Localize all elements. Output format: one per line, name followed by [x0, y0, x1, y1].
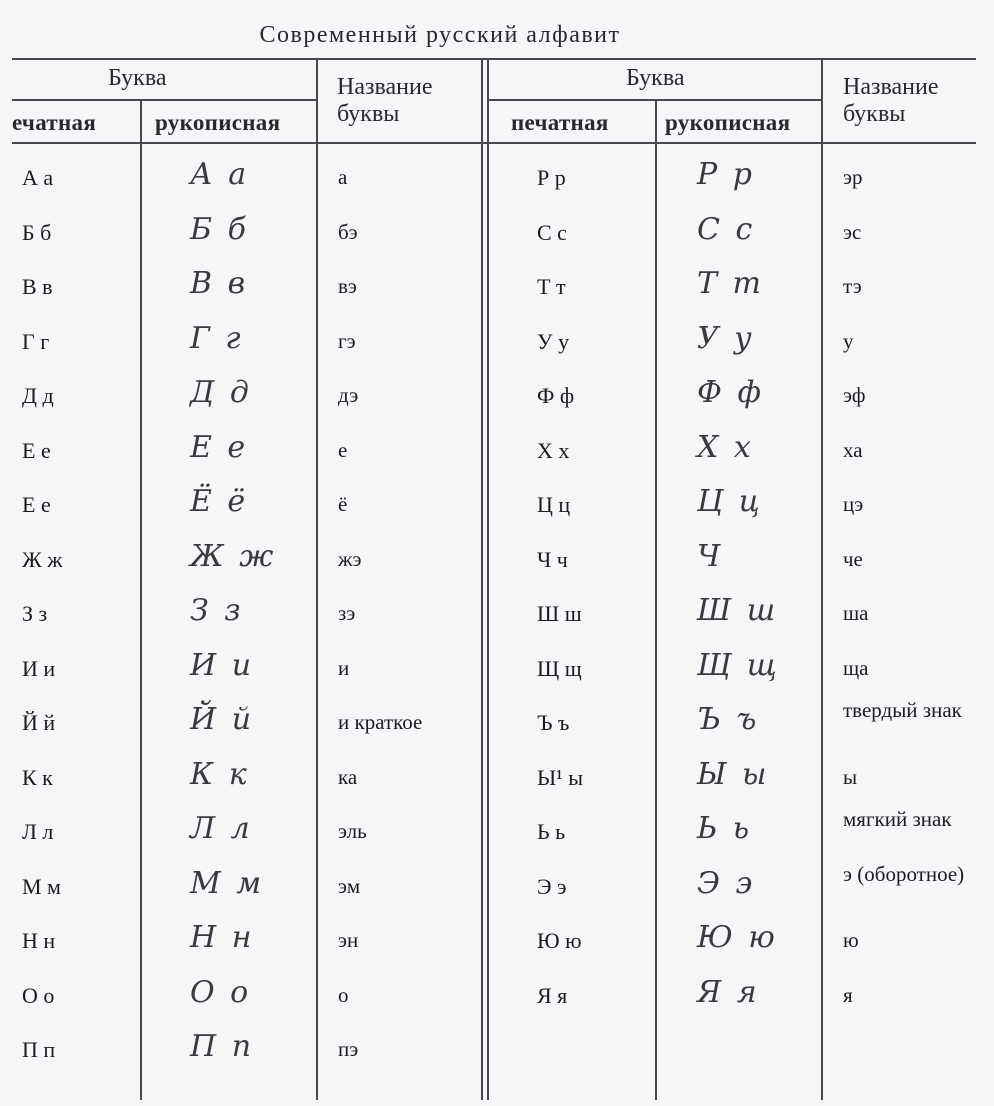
- header-handwritten-right: рукописная: [665, 110, 791, 135]
- printed-letter-right: Я я: [537, 982, 568, 1008]
- handwritten-letter-left: Й й: [190, 702, 255, 737]
- handwritten-letter-left: Л л: [190, 811, 253, 846]
- printed-letter-left: З з: [22, 601, 48, 626]
- letter-name-left: эм: [338, 873, 361, 898]
- letter-name-left: е: [338, 437, 348, 462]
- handwritten-letter-right: Ъ ъ: [697, 702, 760, 737]
- handwritten-letter-right: Ч: [697, 538, 724, 574]
- handwritten-letter-right: Х х: [697, 429, 754, 465]
- letter-name-left: дэ: [338, 383, 359, 407]
- header-name-left-1: Название: [337, 74, 433, 100]
- letter-name-right: ы: [843, 764, 858, 789]
- printed-letter-left: О о: [22, 982, 55, 1008]
- handwritten-letter-left: З з: [190, 593, 244, 628]
- printed-letter-left: Б б: [22, 219, 52, 245]
- letter-name-right: ша: [843, 601, 869, 625]
- printed-letter-right: Ю ю: [537, 928, 582, 953]
- col-rule-3a: [481, 58, 483, 1100]
- printed-letter-left: К к: [22, 764, 53, 790]
- letter-name-right: я: [843, 982, 853, 1007]
- handwritten-letter-right: У у: [697, 320, 755, 356]
- handwritten-letter-right: Ы ы: [697, 756, 770, 792]
- handwritten-letter-left: Ё ё: [190, 484, 249, 519]
- letter-name-right: эр: [843, 165, 863, 189]
- letter-name-left: жэ: [338, 546, 362, 571]
- handwritten-letter-right: Ф ф: [697, 375, 764, 410]
- header-letter-left: Буква: [108, 65, 167, 91]
- letter-name-right: ха: [843, 437, 863, 462]
- printed-letter-left: М м: [22, 873, 61, 899]
- handwritten-letter-left: В в: [190, 266, 249, 301]
- col-rule-2: [316, 58, 318, 1100]
- printed-letter-left: Д д: [22, 383, 54, 408]
- letter-name-left: бэ: [338, 219, 358, 244]
- handwritten-letter-right: Ю ю: [697, 920, 778, 955]
- letter-name-left: и краткое: [338, 710, 423, 734]
- letter-name-right: цэ: [843, 492, 864, 516]
- printed-letter-left: Л л: [22, 819, 54, 844]
- header-handwritten-left: рукописная: [155, 110, 281, 135]
- letter-name-right: че: [843, 546, 863, 571]
- handwritten-letter-left: Н н: [190, 920, 255, 955]
- handwritten-letter-left: Б б: [190, 211, 249, 247]
- letter-name-right: твердый знак: [843, 698, 962, 722]
- printed-letter-right: С с: [537, 219, 567, 245]
- printed-letter-left: Н н: [22, 928, 56, 953]
- letter-name-right: эф: [843, 383, 866, 407]
- printed-letter-right: Ф ф: [537, 383, 575, 408]
- handwritten-letter-left: К к: [190, 756, 250, 792]
- handwritten-letter-left: Е е: [190, 429, 249, 465]
- handwritten-letter-right: Щ щ: [697, 647, 780, 683]
- letter-name-left: пэ: [338, 1037, 359, 1061]
- handwritten-letter-right: Ц ц: [697, 484, 763, 519]
- header-top-rule: [12, 58, 976, 60]
- header-name-right-2: буквы: [843, 101, 906, 127]
- handwritten-letter-right: Ь ь: [697, 811, 753, 846]
- handwritten-letter-left: Д д: [190, 375, 252, 410]
- col-rule-4: [655, 100, 657, 1100]
- handwritten-letter-left: М м: [190, 865, 265, 901]
- letter-name-right: э (оборотное): [843, 861, 965, 886]
- printed-letter-right: Ц ц: [537, 492, 571, 517]
- header-mid-rule-left: [12, 99, 316, 101]
- letter-name-left: а: [338, 165, 348, 189]
- letter-name-left: ё: [338, 492, 348, 516]
- printed-letter-right: Х х: [537, 437, 570, 463]
- printed-letter-left: Г г: [22, 328, 50, 354]
- handwritten-letter-right: Р р: [697, 157, 755, 192]
- printed-letter-left: В в: [22, 274, 53, 299]
- col-rule-5: [821, 58, 823, 1100]
- header-name-left-2: буквы: [337, 101, 400, 127]
- printed-letter-left: Е е: [22, 492, 51, 517]
- letter-name-right: ю: [843, 928, 859, 952]
- letter-name-left: вэ: [338, 274, 357, 298]
- handwritten-letter-right: С с: [697, 211, 756, 247]
- letter-name-left: эль: [338, 819, 367, 843]
- handwritten-letter-left: О о: [190, 974, 252, 1010]
- printed-letter-right: Ш ш: [537, 601, 582, 626]
- printed-letter-right: У у: [537, 328, 570, 354]
- letter-name-right: мягкий знак: [843, 807, 952, 831]
- col-rule-1: [140, 100, 142, 1100]
- handwritten-letter-left: А а: [190, 157, 250, 192]
- letter-name-right: ща: [843, 655, 869, 680]
- printed-letter-right: Т т: [537, 274, 566, 299]
- header-printed-left: ечатная: [12, 110, 97, 135]
- printed-letter-right: Ч ч: [537, 546, 568, 572]
- printed-letter-right: Ы¹ ы: [537, 764, 584, 790]
- page-title: Современный русский алфавит: [259, 22, 621, 48]
- letter-name-right: эс: [843, 219, 862, 244]
- handwritten-letter-right: Э э: [697, 865, 756, 901]
- header-printed-right: печатная: [511, 110, 609, 135]
- handwritten-letter-right: Я я: [697, 974, 760, 1010]
- letter-name-left: о: [338, 982, 349, 1007]
- letter-name-left: эн: [338, 928, 359, 952]
- header-letter-right: Буква: [626, 65, 685, 91]
- handwritten-letter-right: Ш ш: [697, 593, 779, 628]
- printed-letter-right: Ъ ъ: [537, 710, 570, 735]
- handwritten-letter-left: П п: [190, 1029, 255, 1064]
- printed-letter-right: Щ щ: [537, 655, 582, 681]
- printed-letter-right: Ь ь: [537, 819, 566, 844]
- handwritten-letter-left: И и: [190, 647, 255, 683]
- letter-name-left: и: [338, 655, 350, 680]
- handwritten-letter-right: Т т: [697, 266, 764, 301]
- printed-letter-left: П п: [22, 1037, 56, 1062]
- header-bottom-rule: [12, 142, 976, 144]
- letter-name-left: ка: [338, 764, 358, 789]
- header-name-right-1: Название: [843, 74, 939, 100]
- printed-letter-left: Е е: [22, 437, 51, 463]
- printed-letter-right: Р р: [537, 165, 566, 190]
- printed-letter-left: Й й: [22, 710, 56, 735]
- letter-name-right: у: [843, 328, 854, 353]
- printed-letter-left: И и: [22, 655, 56, 681]
- handwritten-letter-left: Г г: [190, 320, 244, 356]
- printed-letter-left: Ж ж: [22, 546, 63, 572]
- letter-name-left: зэ: [338, 601, 356, 625]
- letter-name-left: гэ: [338, 328, 356, 353]
- handwritten-letter-left: Ж ж: [190, 538, 277, 574]
- letter-name-right: тэ: [843, 274, 862, 298]
- printed-letter-right: Э э: [537, 873, 567, 899]
- col-rule-3b: [487, 58, 489, 1100]
- printed-letter-left: А а: [22, 165, 54, 190]
